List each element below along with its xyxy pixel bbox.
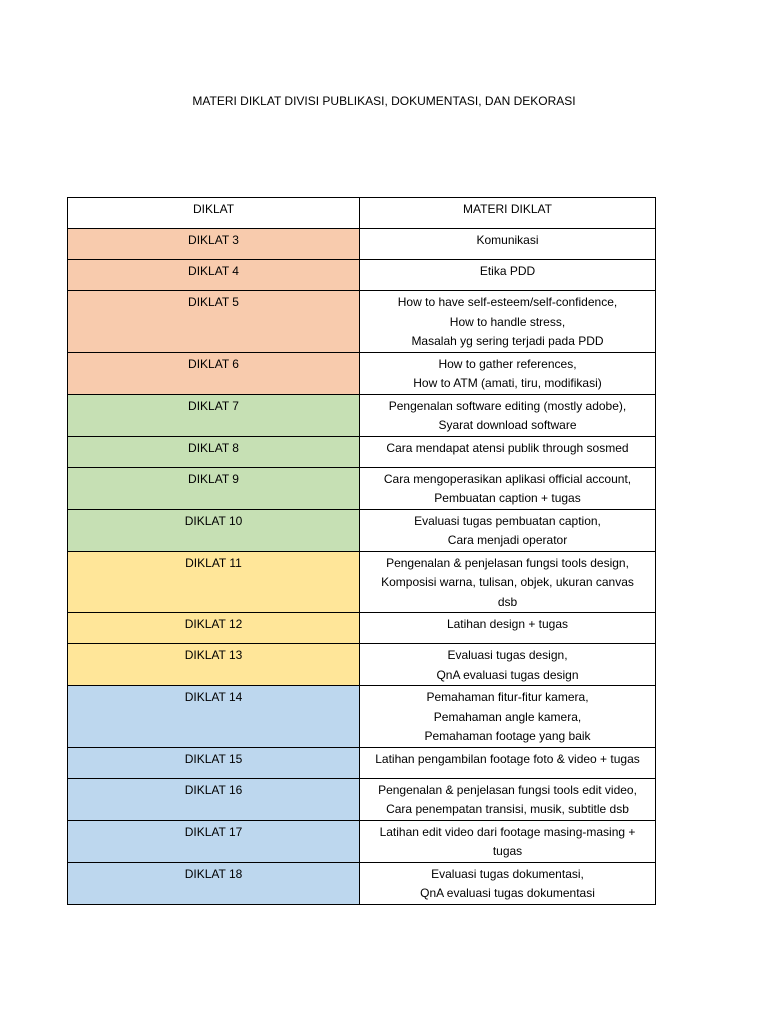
materi-cell: Komunikasi <box>360 229 656 260</box>
diklat-cell: DIKLAT 6 <box>68 352 360 394</box>
table-row <box>68 747 656 778</box>
materi-cell: Pemahaman fitur-fitur kamera, Pemahaman angle kamera, Pemahaman footage yang baik <box>360 686 656 748</box>
diklat-cell: DIKLAT 4 <box>68 260 360 291</box>
diklat-cell: DIKLAT 8 <box>68 436 360 467</box>
table-row <box>68 778 656 820</box>
materi-cell: Latihan design + tugas <box>360 613 656 644</box>
diklat-cell: DIKLAT 18 <box>68 862 360 904</box>
table-row <box>68 291 656 353</box>
table-body <box>68 229 656 905</box>
table-row <box>68 260 656 291</box>
header-materi-diklat: MATERI DIKLAT <box>360 198 656 229</box>
materi-cell: How to have self-esteem/self-confidence, How to handle stress, Masalah yg sering terjadi pada PDD <box>360 291 656 353</box>
diklat-cell: DIKLAT 3 <box>68 229 360 260</box>
materi-cell: Cara mengoperasikan aplikasi official account, Pembuatan caption + tugas <box>360 467 656 509</box>
header-diklat: DIKLAT <box>68 198 360 229</box>
page-title: MATERI DIKLAT DIVISI PUBLIKASI, DOKUMENTASI, DAN DEKORASI <box>192 94 576 108</box>
table-row <box>68 862 656 904</box>
table-row <box>68 467 656 509</box>
diklat-cell: DIKLAT 15 <box>68 747 360 778</box>
table-row <box>68 644 656 686</box>
diklat-cell: DIKLAT 9 <box>68 467 360 509</box>
table-row <box>68 352 656 394</box>
diklat-cell: DIKLAT 5 <box>68 291 360 353</box>
table-row <box>68 551 656 613</box>
table-row <box>68 613 656 644</box>
materi-cell: Cara mendapat atensi publik through sosmed <box>360 436 656 467</box>
diklat-cell: DIKLAT 7 <box>68 394 360 436</box>
materi-cell: Evaluasi tugas pembuatan caption, Cara menjadi operator <box>360 509 656 551</box>
diklat-cell: DIKLAT 17 <box>68 820 360 862</box>
diklat-cell: DIKLAT 11 <box>68 551 360 613</box>
table-row <box>68 686 656 748</box>
materi-cell: How to gather references, How to ATM (amati, tiru, modifikasi) <box>360 352 656 394</box>
diklat-cell: DIKLAT 13 <box>68 644 360 686</box>
table-row <box>68 509 656 551</box>
table-row <box>68 820 656 862</box>
diklat-cell: DIKLAT 14 <box>68 686 360 748</box>
materi-cell: Pengenalan software editing (mostly adobe), Syarat download software <box>360 394 656 436</box>
table-header-row <box>68 198 656 229</box>
materi-cell: Pengenalan & penjelasan fungsi tools edit video, Cara penempatan transisi, musik, subtitle dsb <box>360 778 656 820</box>
diklat-cell: DIKLAT 12 <box>68 613 360 644</box>
materi-cell: Evaluasi tugas design, QnA evaluasi tugas design <box>360 644 656 686</box>
table-row <box>68 394 656 436</box>
materi-cell: Pengenalan & penjelasan fungsi tools design, Komposisi warna, tulisan, objek, ukuran canvas dsb <box>360 551 656 613</box>
materi-cell: Etika PDD <box>360 260 656 291</box>
table-row <box>68 229 656 260</box>
materi-cell: Evaluasi tugas dokumentasi, QnA evaluasi tugas dokumentasi <box>360 862 656 904</box>
materi-cell: Latihan pengambilan footage foto & video + tugas <box>360 747 656 778</box>
diklat-cell: DIKLAT 10 <box>68 509 360 551</box>
diklat-table <box>67 197 656 905</box>
diklat-cell: DIKLAT 16 <box>68 778 360 820</box>
materi-cell: Latihan edit video dari footage masing-masing + tugas <box>360 820 656 862</box>
table-row <box>68 436 656 467</box>
